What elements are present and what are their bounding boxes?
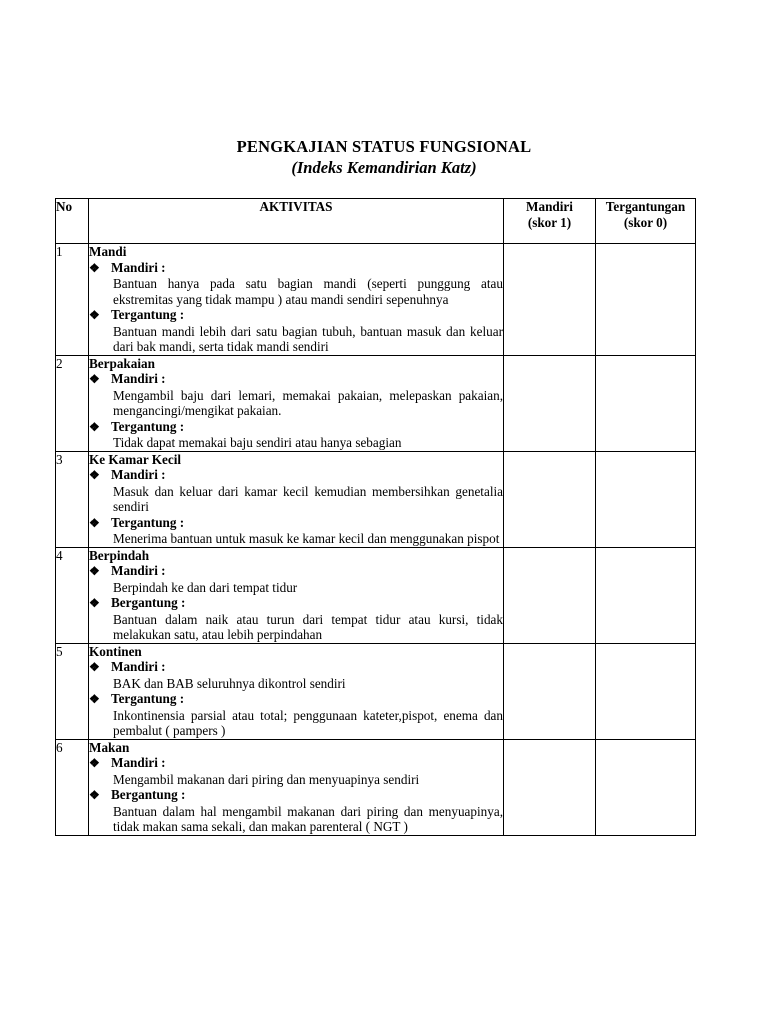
row-number: 4 <box>56 547 89 643</box>
option-description: Bantuan dalam naik atau turun dari tempat tidur atau kursi, tidak melakukan satu, atau lebih perpindahan <box>113 611 503 642</box>
option-description: Bantuan hanya pada satu bagian mandi (seperti punggung atau ekstremitas yang tidak mampu ) atau mandi sendiri sepenuhnya <box>113 276 503 307</box>
activity-cell <box>89 451 504 547</box>
katz-index-table <box>55 198 696 836</box>
diamond-bullet-icon: ❖ <box>89 564 100 578</box>
independent-score-cell[interactable] <box>504 244 596 356</box>
option-description: BAK dan BAB seluruhnya dikontrol sendiri <box>113 675 346 691</box>
table-header-row <box>56 199 696 244</box>
document-subtitle: (Indeks Kemandirian Katz) <box>291 158 477 177</box>
diamond-bullet-icon: ❖ <box>89 468 100 482</box>
activity-cell <box>89 547 504 643</box>
table-row <box>56 355 696 451</box>
option-description: Menerima bantuan untuk masuk ke kamar kecil dan menggunakan pispot <box>113 531 500 546</box>
table-row <box>56 643 696 739</box>
header-independent <box>504 199 596 244</box>
independent-score-cell[interactable] <box>504 451 596 547</box>
document-title: PENGKAJIAN STATUS FUNGSIONAL <box>236 137 532 156</box>
independent-score-cell[interactable] <box>504 643 596 739</box>
option-label: Tergantung : <box>111 418 185 434</box>
independent-score-cell[interactable] <box>504 547 596 643</box>
independent-score-cell[interactable] <box>504 739 596 835</box>
option-label: Mandiri : <box>111 755 166 770</box>
row-number: 1 <box>56 244 89 356</box>
option-description: Bantuan mandi lebih dari satu bagian tubuh, bantuan masuk dan keluar dari bak mandi, serta tidak mandi sendiri <box>113 323 503 354</box>
table-row <box>56 547 696 643</box>
diamond-bullet-icon: ❖ <box>89 308 100 322</box>
option-label: Bergantung : <box>111 595 186 610</box>
dependent-score-cell[interactable] <box>596 739 696 835</box>
option-label: Mandiri : <box>111 563 166 578</box>
table-row <box>56 451 696 547</box>
option-description: Masuk dan keluar dari kamar kecil kemudian membersihkan genetalia sendiri <box>113 483 503 514</box>
row-number: 2 <box>56 355 89 451</box>
table-row <box>56 244 696 356</box>
option-description: Mengambil makanan dari piring dan menyuapinya sendiri <box>113 771 420 787</box>
activity-name: Berpindah <box>89 547 150 563</box>
diamond-bullet-icon: ❖ <box>89 515 100 530</box>
option-label: Mandiri : <box>111 371 166 386</box>
option-independent <box>89 563 503 580</box>
option-independent <box>89 371 503 388</box>
header-independent-label: Mandiri <box>526 199 573 214</box>
option-description: Bantuan dalam hal mengambil makanan dari piring dan menyuapinya, tidak makan sama sekali, dan makan parenteral ( NGT ) <box>113 803 503 834</box>
option-label: Mandiri : <box>111 659 166 674</box>
option-label: Bergantung : <box>111 787 186 802</box>
diamond-bullet-icon: ❖ <box>89 596 100 610</box>
header-dependent-label: Tergantungan <box>605 199 686 214</box>
option-independent <box>89 755 503 772</box>
header-dependent-score: (skor 0) <box>623 214 668 230</box>
activity-name: Kontinen <box>89 643 142 659</box>
activity-cell <box>89 355 504 451</box>
option-label: Mandiri : <box>111 467 166 482</box>
activity-name: Makan <box>89 739 130 755</box>
dependent-score-cell[interactable] <box>596 547 696 643</box>
option-description: Tidak dapat memakai baju sendiri atau hanya sebagian <box>113 435 402 450</box>
diamond-bullet-icon: ❖ <box>89 372 100 386</box>
option-description: Inkontinensia parsial atau total; penggunaan kateter,pispot, enema dan pembalut ( pampers ) <box>113 707 503 738</box>
header-activity: AKTIVITAS <box>89 199 504 244</box>
option-dependent <box>89 419 503 436</box>
diamond-bullet-icon: ❖ <box>89 788 100 802</box>
option-independent <box>89 467 503 484</box>
option-label: Tergantung : <box>111 691 185 706</box>
header-independent-score: (skor 1) <box>527 214 572 230</box>
activity-name: Ke Kamar Kecil <box>89 451 182 467</box>
dependent-score-cell[interactable] <box>596 355 696 451</box>
option-independent <box>89 659 503 676</box>
row-number: 3 <box>56 451 89 547</box>
option-description: Berpindah ke dan dari tempat tidur <box>113 579 298 595</box>
option-independent <box>89 260 503 277</box>
row-number: 5 <box>56 643 89 739</box>
dependent-score-cell[interactable] <box>596 451 696 547</box>
option-label: Tergantung : <box>111 514 185 530</box>
option-dependent <box>89 691 503 708</box>
header-dependent <box>596 199 696 244</box>
independent-score-cell[interactable] <box>504 355 596 451</box>
activity-name: Mandi <box>89 244 127 259</box>
dependent-score-cell[interactable] <box>596 643 696 739</box>
activity-cell <box>89 244 504 356</box>
row-number: 6 <box>56 739 89 835</box>
option-dependent <box>89 787 503 804</box>
option-dependent <box>89 307 503 324</box>
option-dependent <box>89 595 503 612</box>
option-label: Tergantung : <box>111 307 185 322</box>
diamond-bullet-icon: ❖ <box>89 260 100 275</box>
diamond-bullet-icon: ❖ <box>89 419 100 434</box>
option-label: Mandiri : <box>111 259 166 275</box>
activity-cell <box>89 739 504 835</box>
table-row <box>56 739 696 835</box>
activity-name: Berpakaian <box>89 355 155 371</box>
dependent-score-cell[interactable] <box>596 244 696 356</box>
diamond-bullet-icon: ❖ <box>89 660 100 674</box>
option-description: Mengambil baju dari lemari, memakai pakaian, melepaskan pakaian, mengancingi/mengikat pakaian. <box>113 387 503 418</box>
header-no: No <box>56 199 89 244</box>
activity-cell <box>89 643 504 739</box>
option-dependent <box>89 515 503 532</box>
diamond-bullet-icon: ❖ <box>89 756 100 770</box>
diamond-bullet-icon: ❖ <box>89 692 100 706</box>
